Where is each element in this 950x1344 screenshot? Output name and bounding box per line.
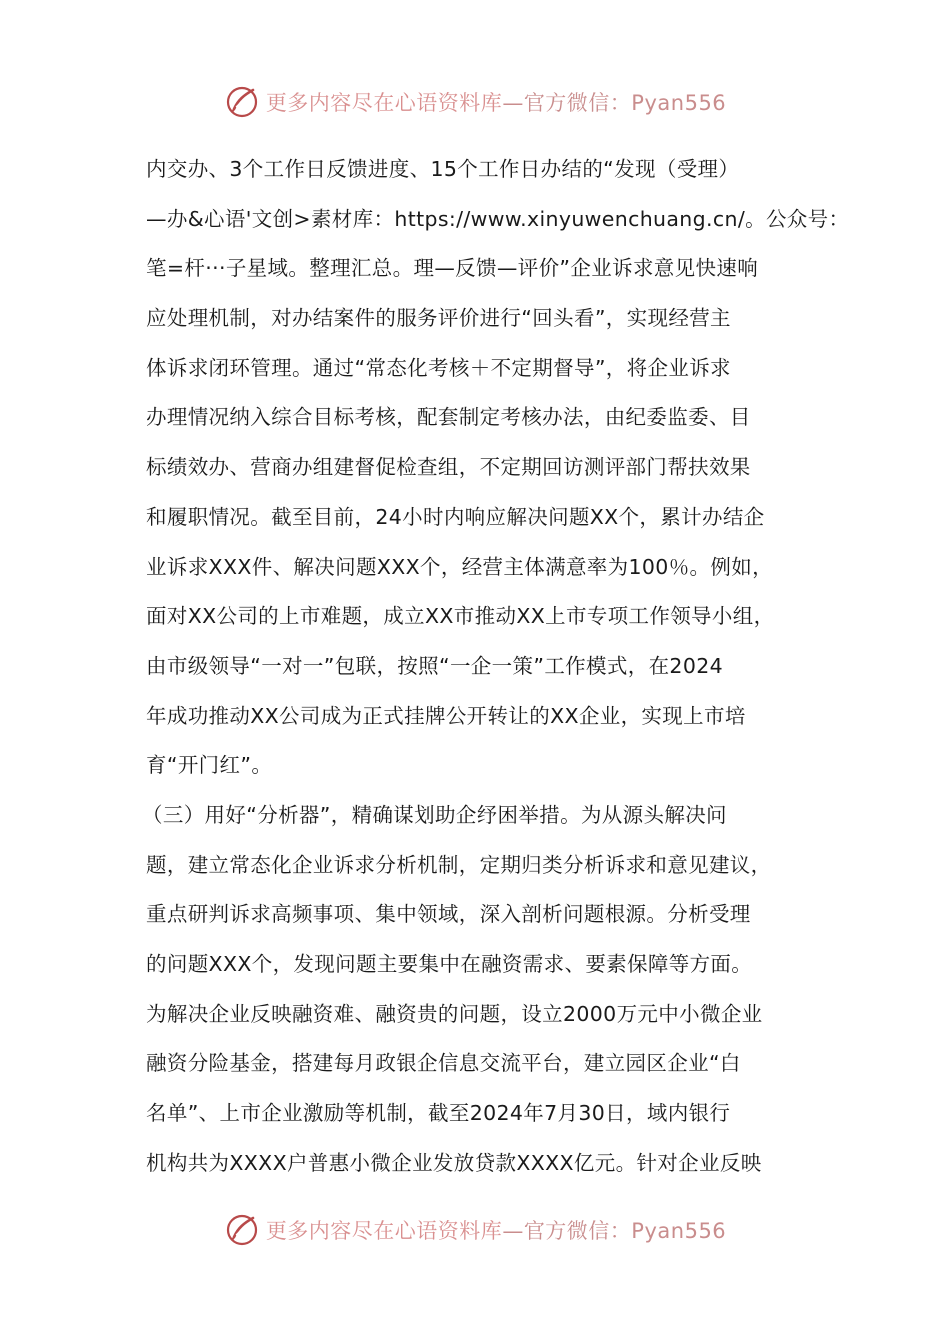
body-line: —办&心语'文创>素材库：https://www.xinyuwenchuang.cn/。公众号： [146,206,850,231]
body-line: 育“开门红”。 [146,753,273,778]
watermark-main-text: 更多内容尽在心语资料库 [265,1219,503,1243]
watermark-wechat-text: —官方微信：Pyan556 [502,1219,727,1243]
pen-logo-icon [224,84,260,120]
body-line: 面对XX公司的上市难题，成立XX市推动XX上市专项工作领导小组， [146,604,775,629]
body-line: 办理情况纳入综合目标考核，配套制定考核办法，由纪委监委、目 [146,405,751,430]
body-line: 为解决企业反映融资难、融资贵的问题，设立2000万元中小微企业 [146,1001,763,1026]
footer-watermark [0,1210,950,1250]
body-line: 题，建立常态化企业诉求分析机制，定期归类分析诉求和意见建议， [146,852,772,877]
section-heading-line: （三）用好“分析器”，精确谋划助企纾困举措。为从源头解决问 [142,802,727,827]
body-line: 标绩效办、营商办组建督促检查组，不定期回访测评部门帮扶效果 [146,455,751,480]
body-line: 笔=杆···子星域。整理汇总。理—反馈—评价”企业诉求意见快速响 [146,256,759,281]
body-line: 名单”、上市企业激励等机制，截至2024年7月30日，域内银行 [146,1101,731,1126]
watermark-wechat-text: —官方微信：Pyan556 [502,91,727,115]
pen-logo-icon [224,1212,260,1248]
body-line: 的问题XXX个，发现问题主要集中在融资需求、要素保障等方面。 [146,952,753,976]
body-line: 由市级领导“一对一”包联，按照“一企一策”工作模式，在2024 [146,653,724,678]
body-line: 融资分险基金，搭建每月政银企信息交流平台，建立园区企业“白 [146,1051,741,1076]
document-body [142,145,850,1188]
body-line: 重点研判诉求高频事项、集中领域，深入剖析问题根源。分析受理 [146,902,751,927]
body-line: 内交办、3个工作日反馈进度、15个工作日办结的“发现（受理） [146,157,740,181]
watermark-main-text: 更多内容尽在心语资料库 [265,91,503,115]
watermark-text [266,1215,726,1245]
watermark-text [266,87,726,117]
body-line: 业诉求XXX件、解决问题XXX个，经营主体满意率为100％。例如， [146,554,773,579]
body-line: 机构共为XXXX户普惠小微企业发放贷款XXXX亿元。针对企业反映 [146,1150,762,1175]
header-watermark [0,82,950,122]
body-line: 体诉求闭环管理。通过“常态化考核＋不定期督导”，将企业诉求 [146,355,731,380]
body-line: 应处理机制，对办结案件的服务评价进行“回头看”，实现经营主 [146,306,731,331]
body-line: 和履职情况。截至目前，24小时内响应解决问题XX个，累计办结企 [146,504,765,529]
body-line: 年成功推动XX公司成为正式挂牌公开转让的XX企业，实现上市培 [146,703,746,728]
